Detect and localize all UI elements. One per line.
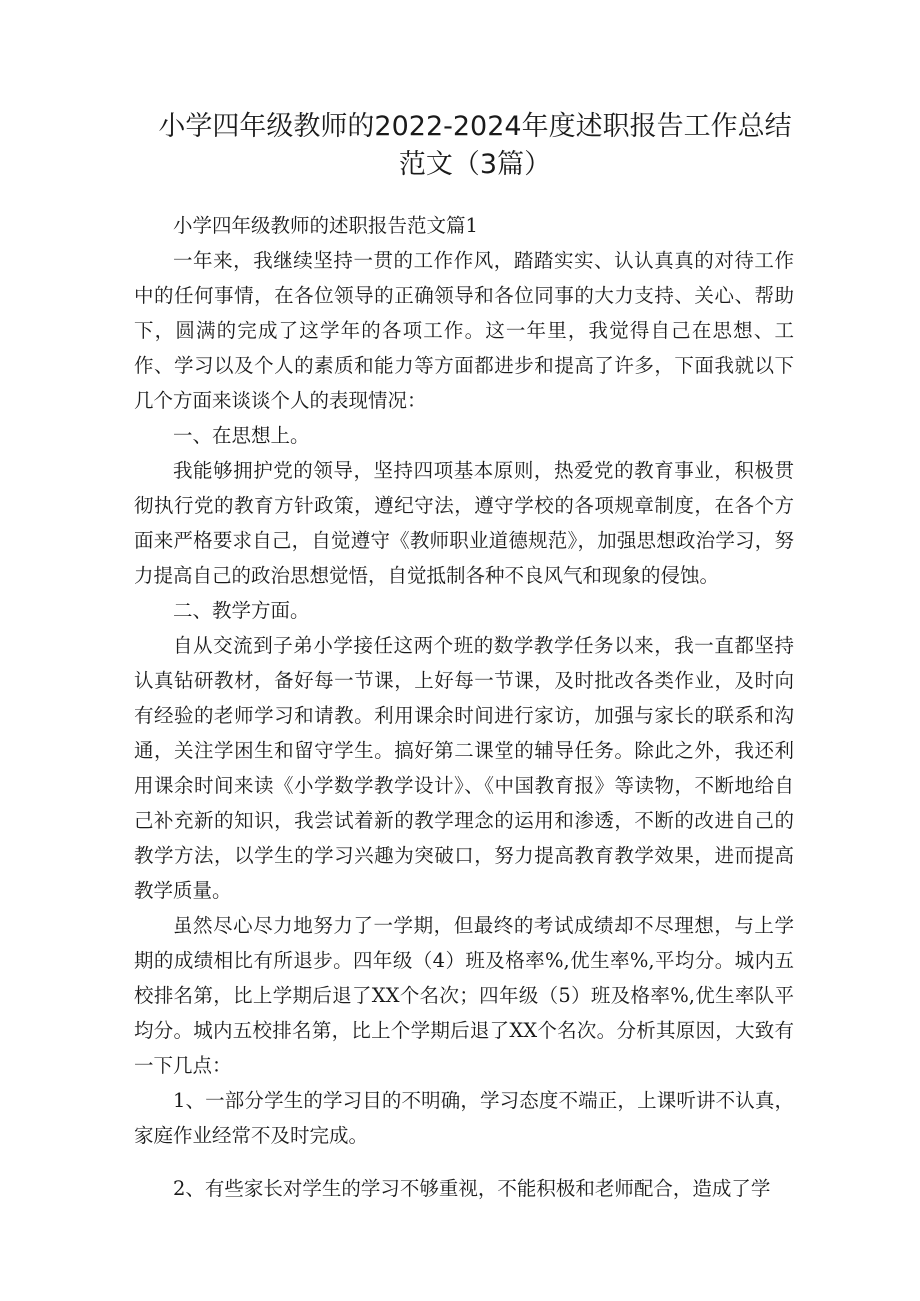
paragraph: 虽然尽心尽力地努力了一学期，但最终的考试成绩却不尽理想，与上学期的成绩相比有所退步。四年级（4）班及格率%,优生率%,平均分。城内五校排名第，比上学期后退了XX个名次；四年级（5）班及格率%,优生率队平均分。城内五校排名第，比上个学期后退了XX个名次。分析其原因，大致有一下几点：: [134, 914, 794, 1077]
list-item: 2、有些家长对学生的学习不够重视，不能积极和老师配合，造成了学: [173, 1177, 771, 1200]
paragraph: 自从交流到子弟小学接任这两个班的数学教学任务以来，我一直都坚持认真钻研教材，备好每一节课，上好每一节课，及时批改各类作业，及时向有经验的老师学习和请教。利用课余时间进行家访，加强与家长的联系和沟通，关注学困生和留守学生。搞好第二课堂的辅导任务。除此之外，我还利用课余时间来读《小学数学教学设计》、《中国教育报》等读物，不断地给自己补充新的知识，我尝试着新的教学理念的运用和渗透，不断的改进自己的教学方法，以学生的学习兴趣为突破口，努力提高教育教学效果，进而提高教学质量。: [134, 634, 794, 902]
paragraph: 我能够拥护党的领导，坚持四项基本原则，热爱党的教育事业，积极贯彻执行党的教育方针政策，遵纪守法，遵守学校的各项规章制度，在各个方面来严格要求自己，自觉遵守《教师职业道德规范》，加强思想政治学习，努力提高自己的政治思想觉悟，自觉抵制各种不良风气和现象的侵蚀。: [134, 459, 794, 587]
paragraph: 一年来，我继续坚持一贯的工作作风，踏踏实实、认认真真的对待工作中的任何事情，在各位领导的正确领导和各位同事的大力支持、关心、帮助下，圆满的完成了这学年的各项工作。这一年里，我觉得自己在思想、工作、学习以及个人的素质和能力等方面都进步和提高了许多，下面我就以下几个方面来谈谈个人的表现情况：: [134, 249, 794, 412]
list-item: 1、一部分学生的学习目的不明确，学习态度不端正，上课听讲不认真，家庭作业经常不及时完成。: [134, 1089, 794, 1147]
section-heading: 二、教学方面。: [173, 599, 310, 622]
section-heading: 小学四年级教师的述职报告范文篇1: [173, 214, 478, 237]
document-body: [134, 208, 794, 1206]
document-title: 小学四年级教师的2022-2024年度述职报告工作总结范文（3篇）: [158, 111, 792, 180]
section-heading: 一、在思想上。: [173, 424, 310, 447]
